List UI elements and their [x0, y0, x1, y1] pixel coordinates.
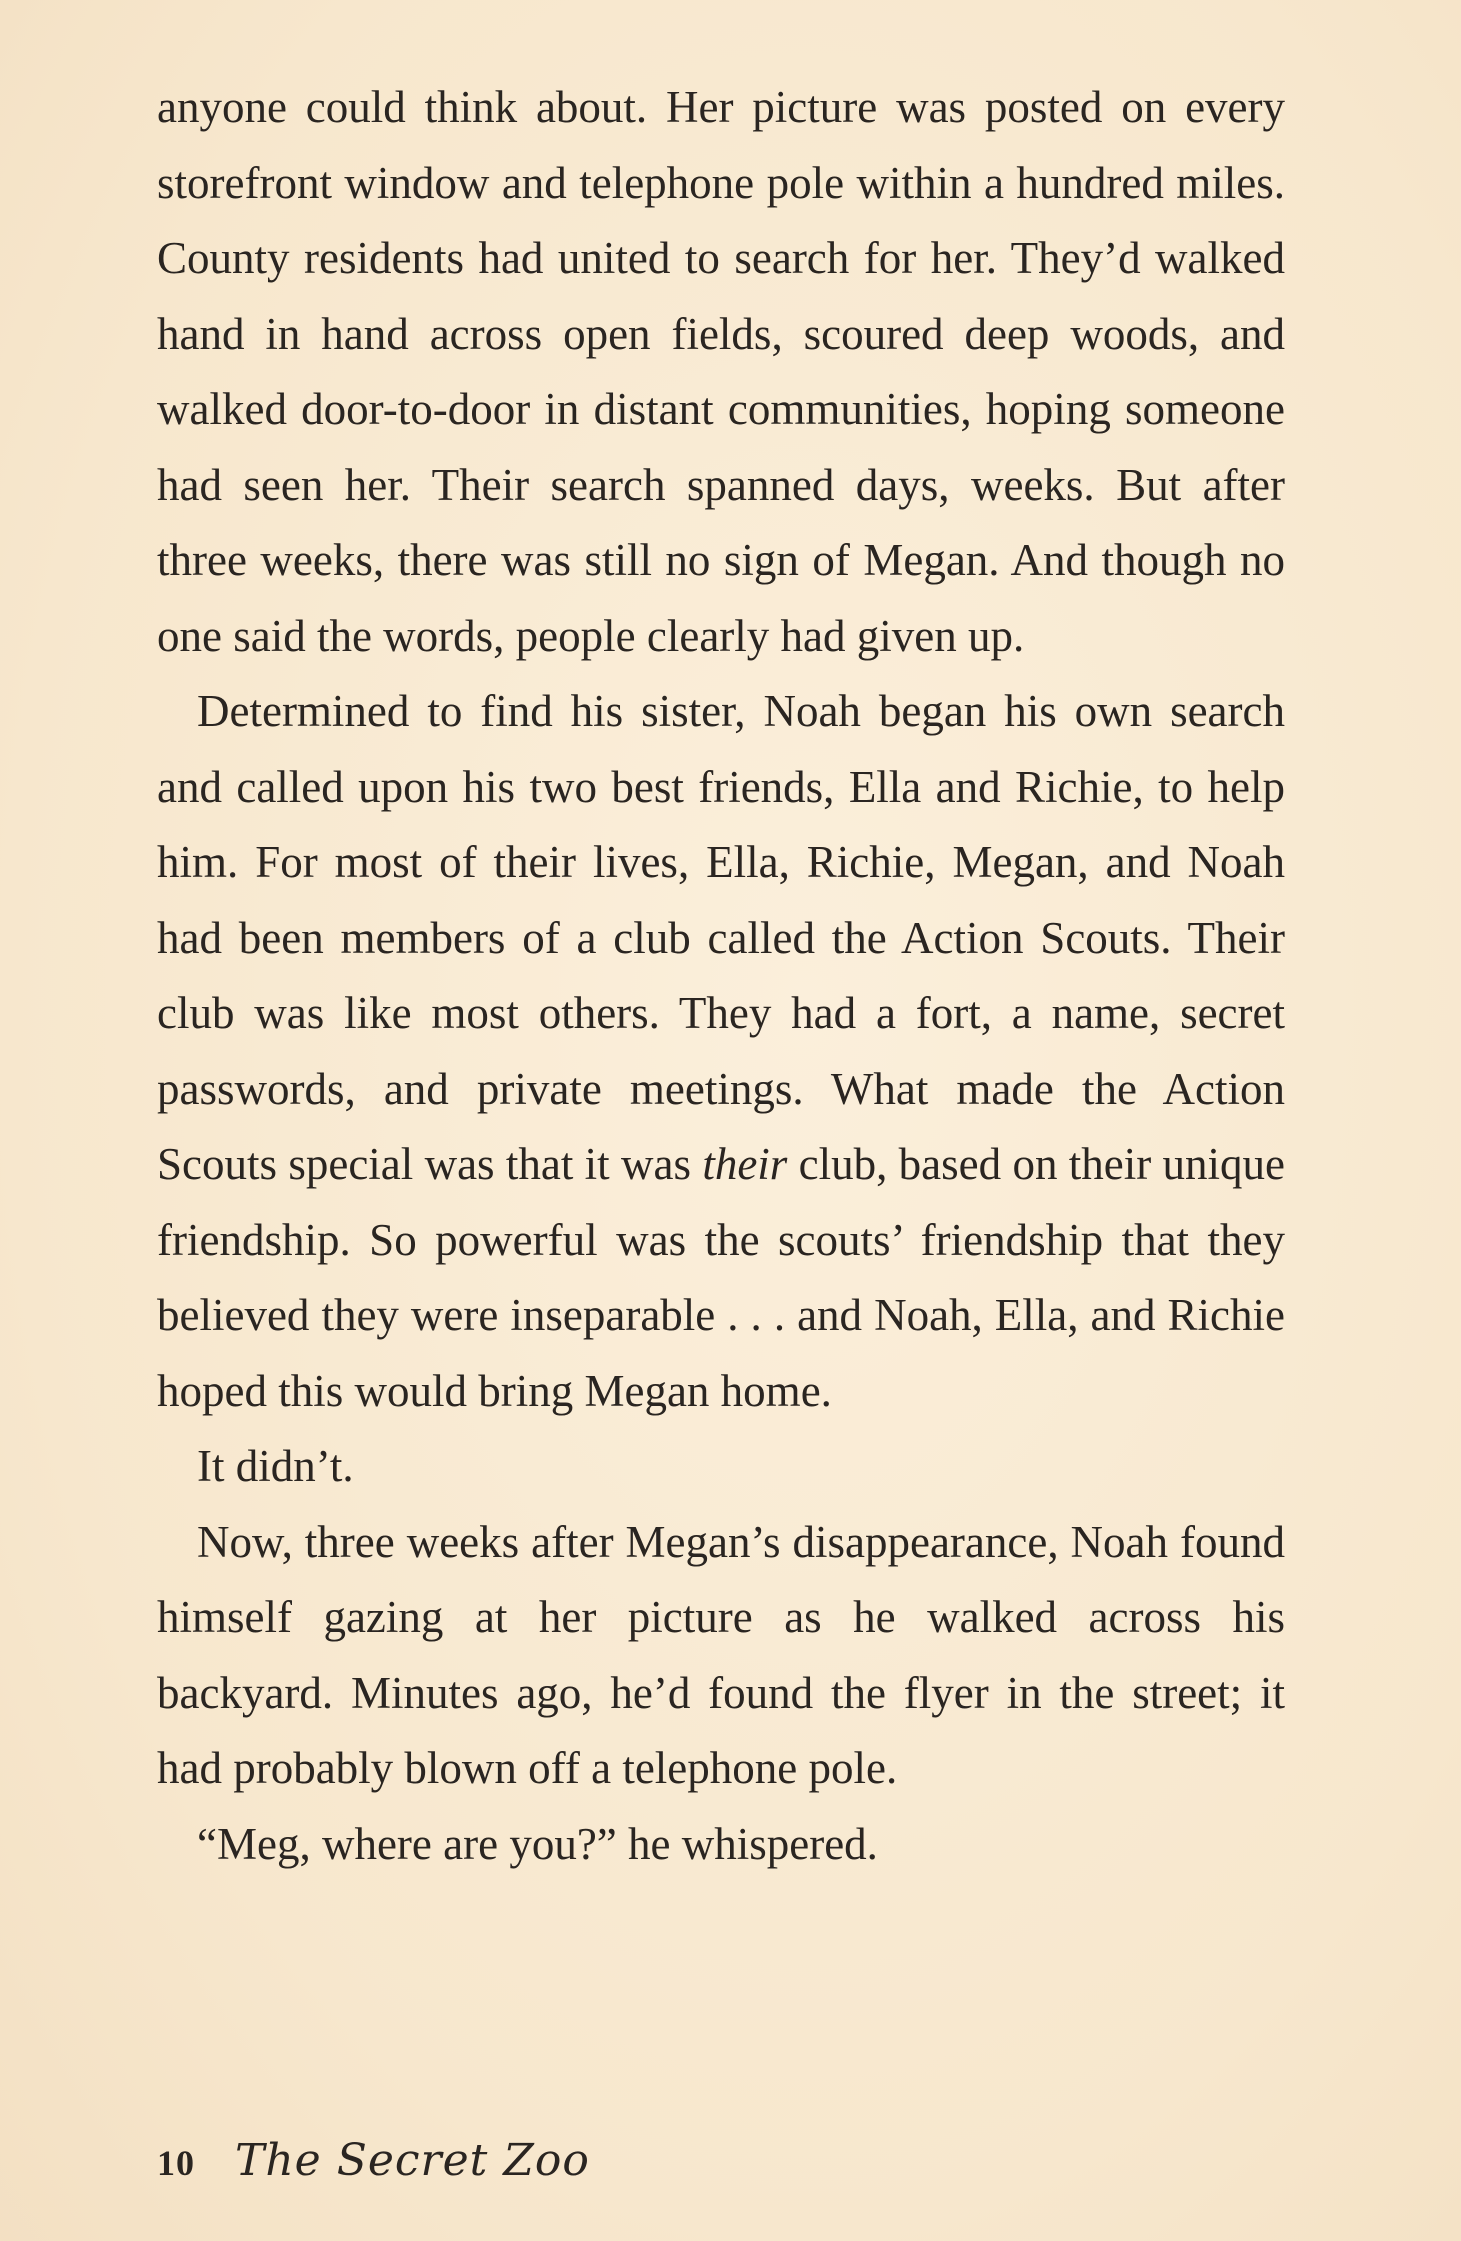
page-footer — [157, 2135, 590, 2186]
paragraph-2-text-start: Determined to find his sister, Noah began his own search and called upon his two best friends, Ella and Richie, to help him. For most of their lives, Ella, Richie, Megan, and Noah had been members of a club called the Action Scouts. Their club was like most others. They had a fort, a name, secret passwords, and private meetings. What made the Action Scouts special was that it was — [157, 686, 1285, 1189]
body-text — [157, 70, 1285, 1882]
paragraph-2-italic-word: their — [702, 1139, 788, 1189]
paragraph-3 — [157, 1429, 1285, 1505]
paragraph-3-text: It didn’t. — [197, 1441, 354, 1491]
paragraph-5-text: “Meg, where are you?” he whispered. — [197, 1818, 878, 1869]
paragraph-4 — [157, 1505, 1285, 1807]
paragraph-2-text-end: club, based on their unique friendship. So powerful was the scouts’ friendship that they believed they were inseparable . . . and Noah, Ella, and Richie hoped this would bring Megan home. — [157, 1139, 1286, 1416]
paragraph-2 — [157, 674, 1285, 1429]
running-title: The Secret Zoo — [235, 2135, 590, 2186]
paragraph-1 — [157, 70, 1285, 674]
paragraph-4-text: Now, three weeks after Megan’s disappearance, Noah found himself gazing at her picture as he walked across his backyard. Minutes ago, he’d found the flyer in the street; it had probably blown off a telephone pole. — [157, 1516, 1285, 1793]
paragraph-5 — [157, 1807, 1285, 1883]
paragraph-1-text: anyone could think about. Her picture was posted on every storefront window and telephone pole within a hundred miles. County residents had united to search for her. They’d walked hand in hand across open fields, scoured deep woods, and walked door-to-door in distant communities, hoping someone had seen her. Their search spanned days, weeks. But after three weeks, there was still no sign of Megan. And though no one said the words, people clearly had given up. — [157, 82, 1285, 661]
page-number: 10 — [157, 2143, 195, 2183]
